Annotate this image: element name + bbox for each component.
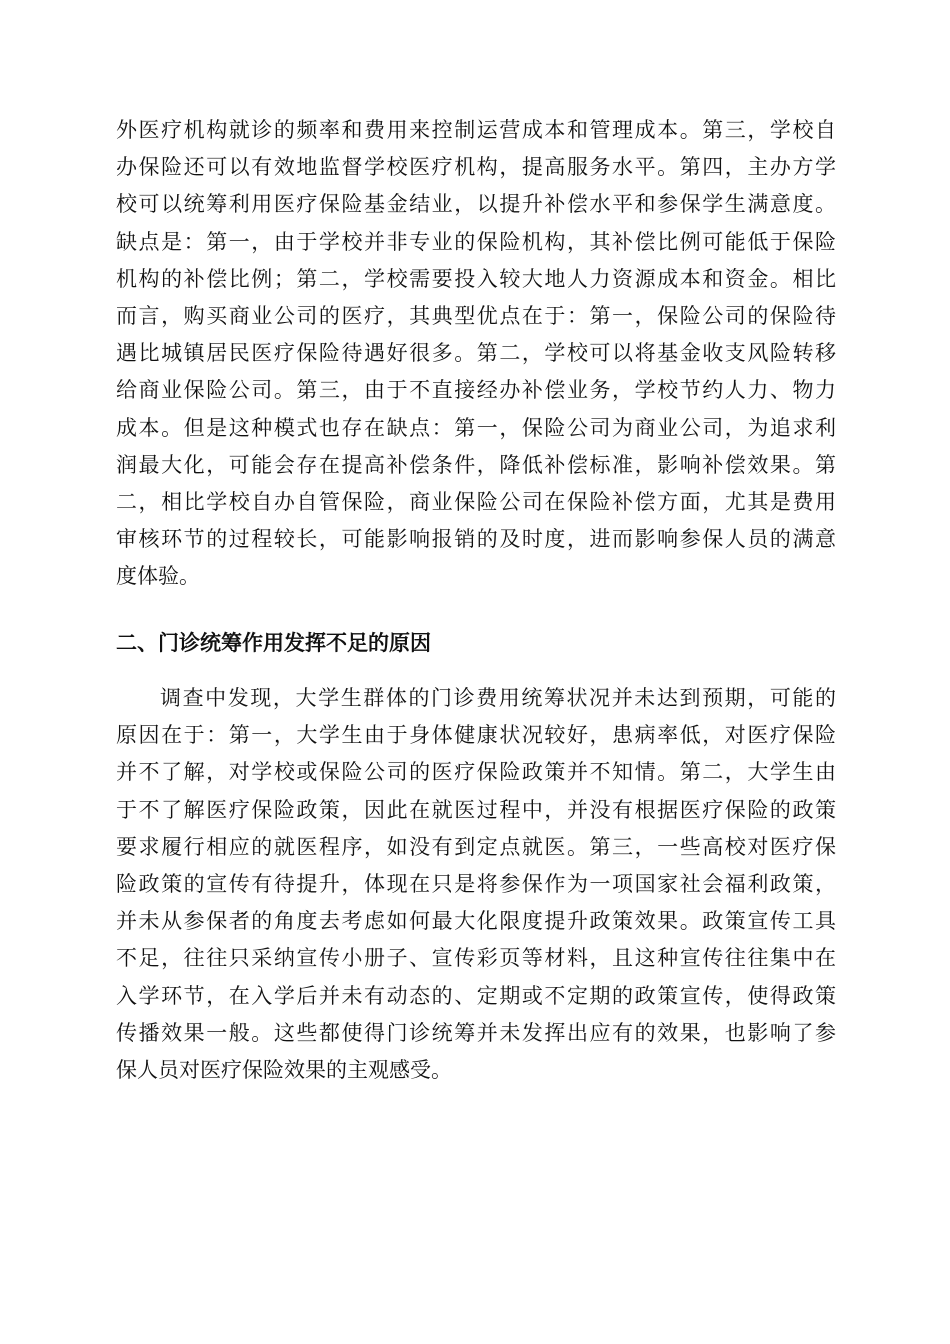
text-line: 校可以统筹利用医疗保险基金结业，以提升补偿水平和参保学生满意度。 [116,192,836,217]
text-line: 要求履行相应的就医程序，如没有到定点就医。第三，一些高校对医疗保 [116,834,836,859]
text-line: 并不了解，对学校或保险公司的医疗保险政策并不知情。第二，大学生由 [116,760,836,785]
text-line: 传播效果一般。这些都使得门诊统筹并未发挥出应有的效果，也影响了参 [116,1020,836,1045]
text-line: 机构的补偿比例；第二，学校需要投入较大地人力资源成本和资金。相比 [116,266,836,291]
text-line: 原因在于：第一，大学生由于身体健康状况较好，患病率低，对医疗保险 [116,723,836,748]
text-line: 润最大化，可能会存在提高补偿条件，降低补偿标准，影响补偿效果。第 [116,452,836,477]
text-line: 审核环节的过程较长，可能影响报销的及时度，进而影响参保人员的满意 [116,527,836,552]
text-line: 调查中发现，大学生群体的门诊费用统筹状况并未达到预期，可能的 [160,686,836,710]
text-line: 并未从参保者的角度去考虑如何最大化限度提升政策效果。政策宣传工具 [116,909,836,934]
text-line: 于不了解医疗保险政策，因此在就医过程中，并没有根据医疗保险的政策 [116,797,836,822]
text-line: 保人员对医疗保险效果的主观感受。 [116,1057,452,1082]
text-line: 外医疗机构就诊的频率和费用来控制运营成本和管理成本。第三，学校自 [116,118,836,142]
text-line: 二，相比学校自办自管保险，商业保险公司在保险补偿方面，尤其是费用 [116,489,836,514]
text-line: 不足，往往只采纳宣传小册子、宣传彩页等材料，且这种宣传往往集中在 [116,946,836,971]
section-heading: 二、门诊统筹作用发挥不足的原因 [116,631,431,655]
text-line: 险政策的宣传有待提升，体现在只是将参保作为一项国家社会福利政策， [116,871,836,896]
text-line: 而言，购买商业公司的医疗，其典型优点在于：第一，保险公司的保险待 [116,303,836,328]
paragraph-body [116,680,836,1089]
text-line: 遇比城镇居民医疗保险待遇好很多。第二，学校可以将基金收支风险转移 [116,341,836,366]
paragraph-continued [116,112,836,595]
text-line: 办保险还可以有效地监督学校医疗机构，提高服务水平。第四，主办方学 [116,155,836,180]
text-line: 给商业保险公司。第三，由于不直接经办补偿业务，学校节约人力、物力 [116,378,836,403]
text-line: 入学环节，在入学后并未有动态的、定期或不定期的政策宣传，使得政策 [116,983,836,1008]
text-line: 成本。但是这种模式也存在缺点：第一，保险公司为商业公司，为追求利 [116,415,836,440]
text-line: 缺点是：第一，由于学校并非专业的保险机构，其补偿比例可能低于保险 [116,229,836,254]
text-line: 度体验。 [116,564,200,589]
